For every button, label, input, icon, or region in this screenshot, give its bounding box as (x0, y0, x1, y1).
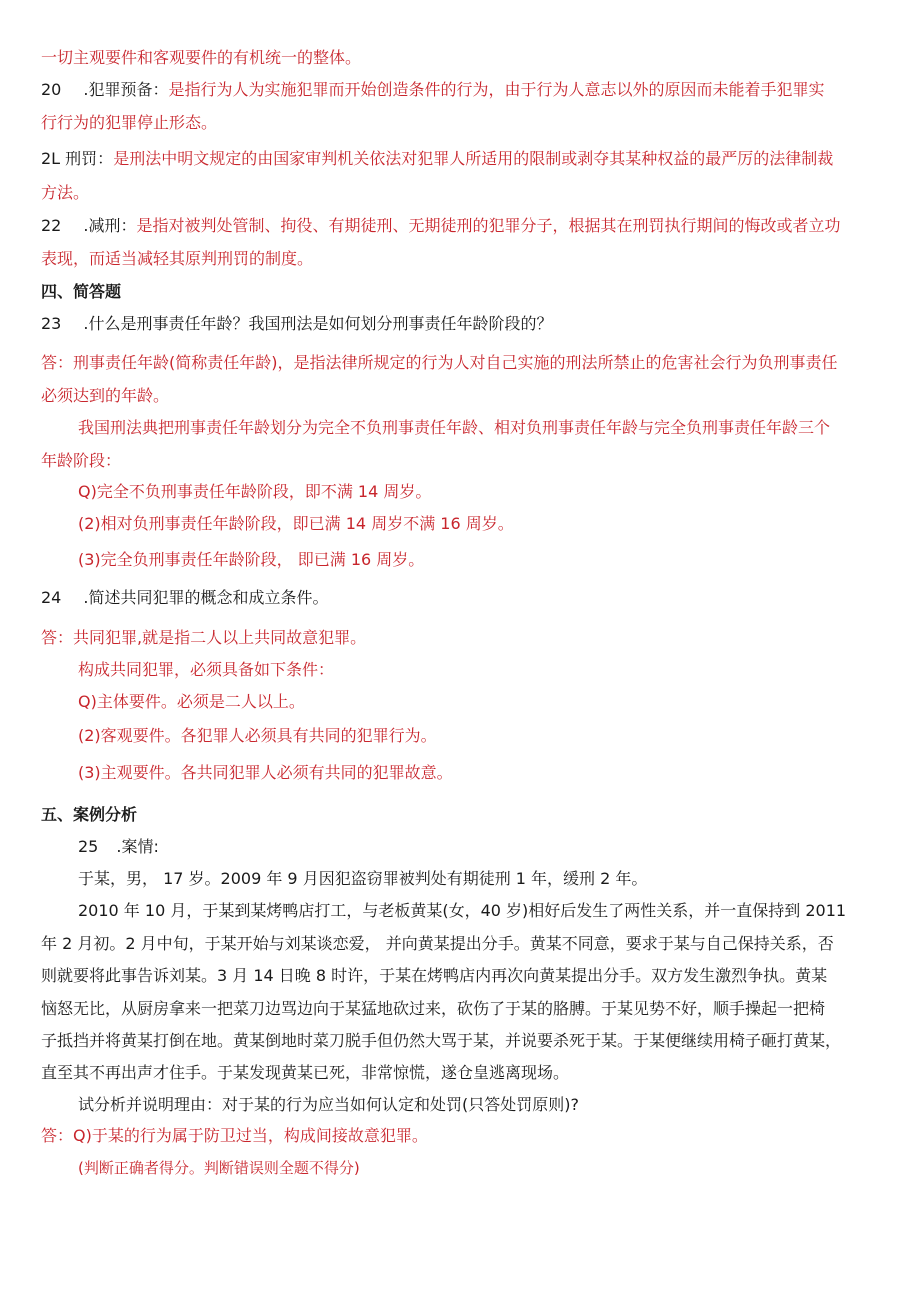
term-definition-text: 是刑法中明文规定的由国家审判机关依法对犯罪人所适用的限制或剥夺其某种权益的最严厉的法律制裁 (113, 149, 834, 168)
term-definition-text: 是指行为人为实施犯罪而开始创造条件的行为，由于行为人意志以外的原因而未能着手犯罪实 (168, 80, 825, 99)
item-number: 23 (41, 314, 62, 333)
text-line: 构成共同犯罪，必须具备如下条件： (78, 660, 335, 679)
answer-line: 答：刑事责任年龄(简称责任年龄)，是指法律所规定的行为人对自己实施的刑法所禁止的危害社会行为负刑事责任 (41, 353, 838, 372)
item-number: 25 (78, 837, 99, 856)
list-item: (3)完全负刑事责任年龄阶段， 即已满 16 周岁。 (78, 550, 425, 569)
case-text: 年 2 月初。2 月中旬，于某开始与刘某谈恋爱， 并向黄某提出分手。黄某不同意，要求于某与自己保持关系，否 (41, 934, 834, 953)
list-item: (3)主观要件。各共同犯罪人必须有共同的犯罪故意。 (78, 763, 453, 782)
text-line: 必须达到的年龄。 (41, 386, 170, 405)
answer-line: 答：Q)于某的行为属于防卫过当，构成间接故意犯罪。 (41, 1126, 428, 1145)
section-heading: 五、案例分析 (41, 805, 138, 824)
list-item: (2)相对负刑事责任年龄阶段，即已满 14 周岁不满 16 周岁。 (78, 514, 514, 533)
case-question: 试分析并说明理由：对于某的行为应当如何认定和处罚(只答处罚原则)? (78, 1095, 579, 1114)
text-line: 方法。 (41, 183, 90, 202)
grading-note: (判断正确者得分。判断错误则全题不得分) (78, 1159, 360, 1177)
item-number: 24 (41, 588, 62, 607)
case-title (78, 835, 159, 859)
term-definition-21 (41, 147, 833, 171)
text-line: 表现，而适当减轻其原判刑罚的制度。 (41, 249, 314, 268)
question-24 (41, 586, 328, 610)
question-text: .简述共同犯罪的概念和成立条件。 (83, 588, 329, 607)
term-label: 2L 刑罚： (41, 149, 114, 168)
question-text: .什么是刑事责任年龄？我国刑法是如何划分刑事责任年龄阶段的？ (83, 314, 553, 333)
case-text: 于某，男， 17 岁。2009 年 9 月因犯盗窃罪被判处有期徒刑 1 年，缓刑 2 年。 (78, 869, 648, 888)
term-definition-text: 是指对被判处管制、拘役、有期徒刑、无期徒刑的犯罪分子，根据其在刑罚执行期间的悔改或者立功 (136, 216, 841, 235)
list-item: Q)完全不负刑事责任年龄阶段，即不满 14 周岁。 (78, 482, 432, 501)
term-definition-20 (41, 78, 824, 102)
term-label: .减刑： (83, 216, 137, 235)
list-item: Q)主体要件。必须是二人以上。 (78, 692, 305, 711)
list-item: (2)客观要件。各犯罪人必须具有共同的犯罪行为。 (78, 726, 437, 745)
item-number: 22 (41, 216, 62, 235)
term-label: .犯罪预备： (83, 80, 169, 99)
case-text: 则就要将此事告诉刘某。3 月 14 日晚 8 时许，于某在烤鸭店内再次向黄某提出分手。双方发生激烈争执。黄某 (41, 966, 828, 985)
term-definition-22 (41, 214, 840, 238)
question-23 (41, 312, 552, 336)
answer-line: 答：共同犯罪,就是指二人以上共同故意犯罪。 (41, 628, 367, 647)
case-text: 2010 年 10 月，于某到某烤鸭店打工，与老板黄某(女，40 岁)相好后发生了两性关系，并一直保持到 2011 (78, 901, 847, 920)
section-heading: 四、简答题 (41, 282, 122, 301)
item-number: 20 (41, 80, 62, 99)
text-line: 一切主观要件和客观要件的有机统一的整体。 (41, 48, 362, 67)
case-text: 子抵挡并将黄某打倒在地。黄某倒地时菜刀脱手但仍然大骂于某，并说要杀死于某。于某便继续用椅子砸打黄某， (41, 1031, 842, 1050)
text-line: 年龄阶段： (41, 451, 122, 470)
text-line: 我国刑法典把刑事责任年龄划分为完全不负刑事责任年龄、相对负刑事责任年龄与完全负刑事责任年龄三个 (78, 418, 831, 437)
case-text: 直至其不再出声才住手。于某发现黄某已死，非常惊慌，遂仓皇逃离现场。 (41, 1063, 570, 1082)
case-label: .案情: (116, 837, 159, 856)
text-line: 行行为的犯罪停止形态。 (41, 113, 218, 132)
case-text: 恼怒无比，从厨房拿来一把菜刀边骂边向于某猛地砍过来，砍伤了于某的胳膊。于某见势不好，顺手操起一把椅 (41, 999, 826, 1018)
